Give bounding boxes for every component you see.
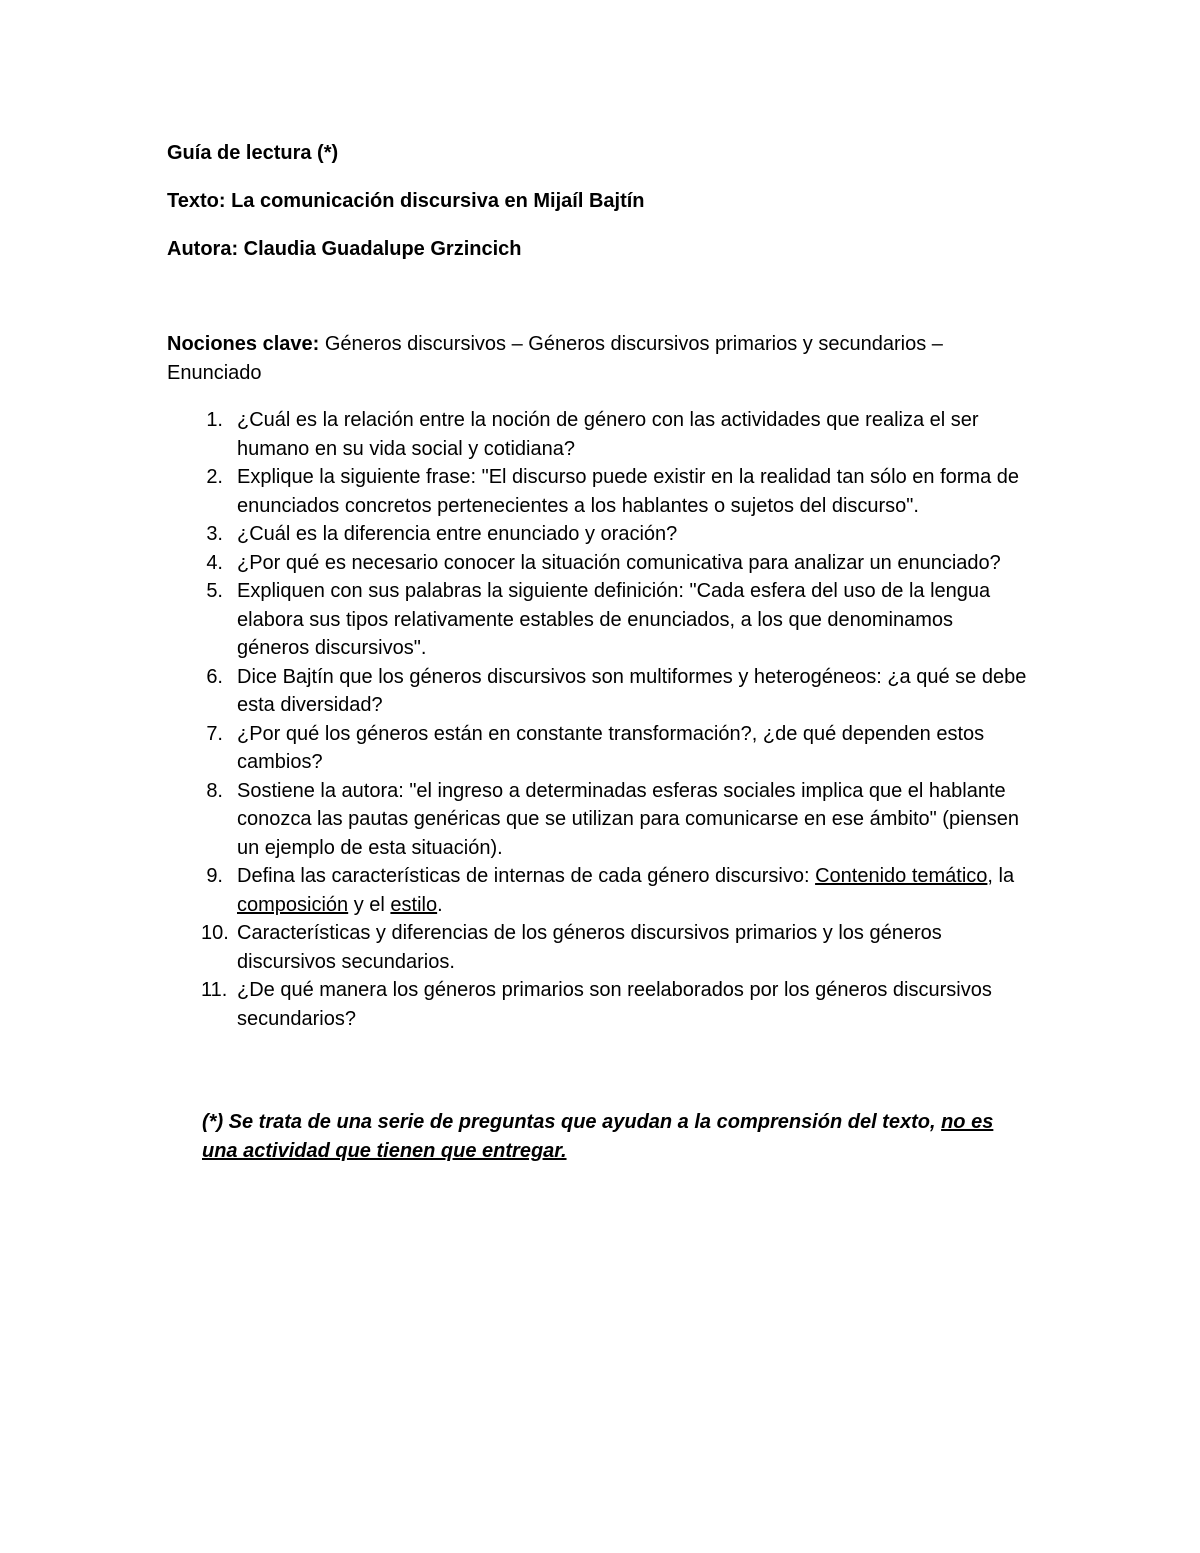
list-item (167, 463, 1027, 520)
question-text-part: , la (987, 865, 1015, 887)
footnote-main: (*) Se trata de una serie de preguntas que ayudan a la comprensión del texto, (202, 1111, 942, 1133)
list-item (167, 862, 1027, 919)
list-number: 1. (206, 409, 223, 431)
underlined-term-composicion: composición (237, 893, 349, 916)
document-title: Guía de lectura (*) (167, 142, 339, 164)
footnote (202, 1108, 1032, 1166)
author-line: Autora: Claudia Guadalupe Grzincich (167, 238, 522, 260)
list-number: 5. (206, 580, 223, 602)
question-text: ¿Cuál es la relación entre la noción de género con las actividades que realiza el ser humano en su vida social y cotidiana? (237, 409, 979, 460)
list-item (167, 663, 1027, 720)
key-notions-label: Nociones clave: (167, 333, 320, 355)
list-item (167, 720, 1027, 777)
list-number: 11. (201, 979, 228, 1001)
question-text: Explique la siguiente frase: "El discurso puede existir en la realidad tan sólo en forma de enunciados concretos pertenecientes a los hablantes o sujetos del discurso". (237, 466, 1019, 517)
list-number: 7. (206, 722, 223, 745)
question-text: ¿Por qué es necesario conocer la situación comunicativa para analizar un enunciado? (237, 551, 1001, 574)
list-number: 3. (206, 523, 223, 545)
question-text: Características y diferencias de los géneros discursivos primarios y los géneros discursivos secundarios. (237, 922, 942, 973)
list-number: 9. (206, 865, 223, 887)
question-text: Dice Bajtín que los géneros discursivos son multiformes y heterogéneos: ¿a qué se debe esta diversidad? (237, 665, 1027, 716)
footnote-underlined: no es una actividad que tienen que entregar. (202, 1111, 994, 1162)
list-item (167, 777, 1027, 863)
list-number: 2. (206, 466, 223, 488)
question-text: Expliquen con sus palabras la siguiente definición: "Cada esfera del uso de la lengua elabora sus tipos relativamente estables de enunciados, a los que denominamos géneros discursivos". (237, 580, 991, 659)
question-text: ¿Cuál es la diferencia entre enunciado y oración? (237, 523, 678, 545)
list-number: 8. (206, 779, 223, 802)
list-item (167, 577, 1027, 663)
list-number: 4. (206, 551, 223, 574)
text-reference: Texto: La comunicación discursiva en Mijaíl Bajtín (167, 190, 645, 212)
list-number: 10. (201, 922, 229, 944)
question-text: ¿De qué manera los géneros primarios son reelaborados por los géneros discursivos secundarios? (237, 979, 992, 1030)
list-item (167, 520, 1027, 549)
question-text-part: y el (348, 893, 391, 916)
key-notions (167, 330, 1027, 387)
list-item (167, 549, 1027, 578)
underlined-term-contenido-tematico: Contenido temático (815, 865, 988, 887)
question-text-part: . (437, 893, 443, 916)
question-text: ¿Por qué los géneros están en constante transformación?, ¿de qué dependen estos cambios? (237, 722, 985, 773)
question-text-part: Defina las características de internas de cada género discursivo: (237, 865, 816, 887)
question-list (167, 406, 1027, 1033)
underlined-term-estilo: estilo (390, 893, 438, 916)
question-text: Sostiene la autora: "el ingreso a determinadas esferas sociales implica que el hablante conozca las pautas genéricas que se utilizan para comunicarse en ese ámbito" (piensen un ejemplo de esta situación). (237, 779, 1020, 859)
list-item (167, 919, 1027, 976)
list-item (167, 406, 1027, 463)
list-number: 6. (206, 665, 223, 688)
key-notions-value: Géneros discursivos – Géneros discursivos primarios y secundarios – Enunciado (167, 333, 943, 384)
list-item (167, 976, 1027, 1033)
